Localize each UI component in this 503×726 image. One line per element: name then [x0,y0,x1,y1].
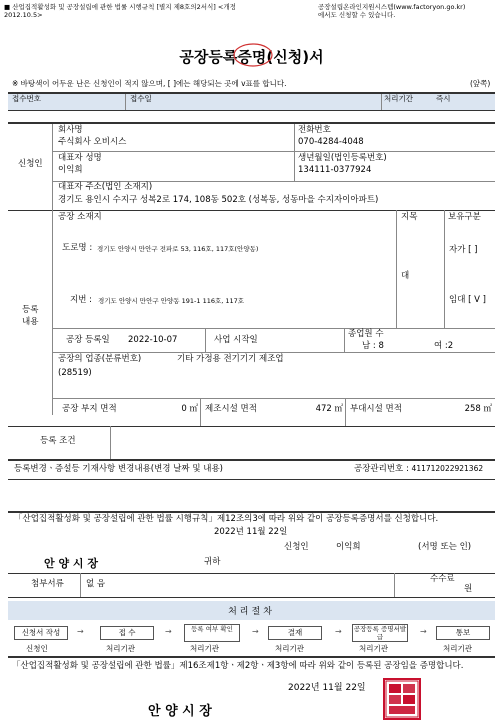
road-address-value: 경기도 안양시 만안구 전파로 53, 116호, 117호(안양동) [97,245,259,253]
application-date: 2022년 11월 22일 [214,527,288,537]
arrow-right-icon: → [165,627,172,636]
manufacturing-area-value: 472 ㎡ [315,404,343,414]
online-system-note: 공장설립온라인지원시스템(www.factoryon.go.kr) [318,3,466,11]
procedure-step-box: 결재 [268,626,322,640]
applicant-section-label: 신청인 [18,159,43,169]
ownership-label: 보유구분 [448,212,481,222]
land-category-value: 대 [401,271,410,281]
arrow-right-icon: → [420,627,427,636]
address-value: 경기도 용인시 수지구 성복2로 174, 108동 502호 (성복동, 성동마을 수지자이아파트) [58,195,379,205]
employees-female: 여 :2 [434,341,454,351]
site-area-label: 공장 부지 면적 [62,404,117,414]
ownership-lease-checkbox: 임대 [ V ] [449,295,486,305]
receipt-number-label: 접수번호 [12,94,41,103]
attachment-value: 없 음 [86,579,106,589]
form-revision-date: 2012.10.5> [4,11,43,19]
company-name-value: 주식회사 오비시스 [58,137,127,147]
certification-statement: 「산업집적활성화 및 공장설립에 관한 법률」제16조제1항ㆍ제2항ㆍ제3항에 따라 위와 같이 등록된 공장임을 증명합니다. [12,661,464,671]
procedure-step-box: 등록 여부 확인 [184,624,240,642]
phone-value: 070-4284-4048 [298,137,364,147]
employees-male: 남 : 8 [362,341,384,351]
page-title: 공장등록증명 (신청)서 [0,46,503,67]
fee-unit: 원 [464,584,473,594]
procedure-step-box: 통보 [436,626,490,640]
application-statement: 「산업집적활성화 및 공장설립에 관한 법률 시행규칙」제12조의3에 따라 위와 같이 공장등록증명서를 신청합니다. [14,514,439,524]
birth-date-value: 134111-0377924 [298,165,372,175]
address-label: 대표자 주소(법인 소재지) [58,182,153,192]
attachment-label: 첨부서류 [31,579,64,589]
form-legal-reference: ■ 산업집적활성화 및 공장설립에 관한 법률 시행규칙 [별지 제8호의2서식] <개정 [4,3,236,11]
form-instruction: ※ 바탕색이 어두운 난은 신청인이 적지 않으며, [ ]에는 해당되는 곳에 v표를 합니다. [12,79,287,88]
procedure-step-actor: 처리기관 [359,644,388,653]
auxiliary-area-label: 부대시설 면적 [350,404,402,414]
registration-date-label: 공장 등록일 [66,335,110,345]
procedure-title: 처리절차 [228,607,275,617]
auxiliary-area-value: 258 ㎡ [464,404,492,414]
change-history-label: 등록변경ㆍ증설등 기재사항 변경내용(변경 날짜 및 내용) [14,464,223,474]
procedure-step-box: 공장등록 증명서발급 [353,625,407,641]
online-system-note-2: 에서도 신청할 수 있습니다. [318,11,396,19]
manufacturing-area-label: 제조시설 면적 [205,404,257,414]
industry-code: (28519) [58,368,92,378]
lot-address-value: 경기도 안양시 만안구 안양동 191-1 116호, 117호 [98,297,245,305]
arrow-right-icon: → [252,627,259,636]
industry-value: 기타 가정용 전기기기 제조업 [177,354,284,364]
receipt-row [8,94,495,110]
issuer-title: 안 양 시 장 [148,704,212,719]
processing-period-value: 즉시 [436,94,451,103]
registration-date-value: 2022-10-07 [128,335,178,345]
procedure-step-actor: 처리기관 [190,644,219,653]
procedure-step-actor: 신청인 [26,644,48,653]
applicant-label: 신청인 [284,542,309,552]
birth-date-label: 생년월일(법인등록번호) [298,153,387,163]
registration-section-label-2: 내용 [22,317,39,327]
procedure-step-box: 접 수 [100,626,154,640]
industry-label: 공장의 업종(분류번호) [58,354,142,364]
procedure-step-actor: 처리기관 [106,644,135,653]
processing-period-label: 처리기간 [384,94,413,103]
title-circled-word: 증명 [237,46,266,67]
management-number: 공장관리번호 : 411712022921362 [354,464,484,474]
procedure-step-actor: 처리기관 [275,644,304,653]
company-name-label: 회사명 [58,125,83,135]
seal-icon [385,680,419,718]
representative-value: 이익희 [58,165,83,175]
registration-section-label: 등록 [22,305,39,315]
site-area-value: 0 ㎡ [181,404,198,414]
certification-date: 2022년 11월 22일 [288,683,366,693]
receipt-date-label: 접수일 [130,94,152,103]
procedure-step-actor: 처리기관 [443,644,472,653]
factory-location-label: 공장 소재지 [58,212,102,222]
sign-label: (서명 또는 인) [418,542,472,552]
road-address-label: 도로명 : [62,243,93,253]
arrow-right-icon: → [77,627,84,636]
official-seal [383,678,421,720]
lot-address-label: 지번 : [70,295,92,305]
business-start-label: 사업 시작일 [214,335,258,345]
representative-label: 대표자 성명 [58,153,102,163]
ownership-self-checkbox: 자가 [ ] [449,245,478,255]
land-category-label: 지목 [401,212,418,222]
applicant-name: 이익희 [336,542,361,552]
circle-mark-icon [232,42,274,68]
employees-label: 종업원 수 [348,329,384,339]
condition-label: 등록 조건 [40,436,76,446]
fee-label: 수수료 [430,574,455,584]
arrow-right-icon: → [335,627,342,636]
page-side-label: (앞쪽) [470,79,491,88]
phone-label: 전화번호 [298,125,331,135]
procedure-step-box: 신청서 작성 [14,626,68,640]
recipient-title: 안 양 시 장 [44,557,98,570]
recipient-honorific: 귀하 [204,557,221,567]
